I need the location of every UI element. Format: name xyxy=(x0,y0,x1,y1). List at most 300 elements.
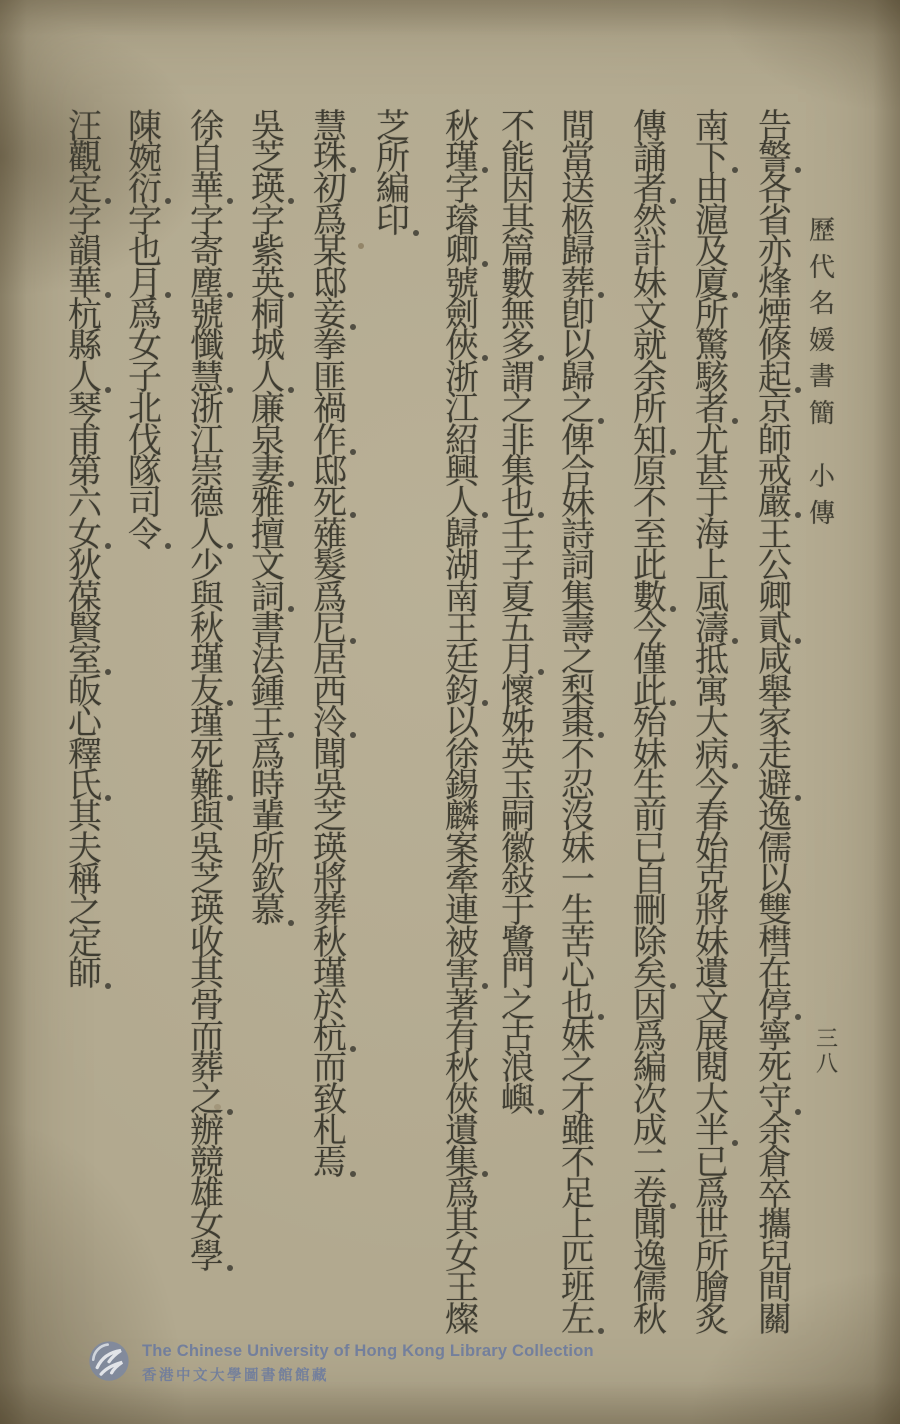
ideographic-stop xyxy=(288,292,294,298)
char: 觀 xyxy=(68,140,102,178)
ideographic-stop xyxy=(598,732,604,738)
ideographic-stop xyxy=(350,1046,356,1052)
ideographic-stop xyxy=(227,198,233,204)
text-column-col-8 xyxy=(310,108,350,1182)
ideographic-stop xyxy=(538,512,544,518)
char: 初 xyxy=(313,171,347,209)
char: 俠 xyxy=(445,1081,479,1119)
char: 非 xyxy=(501,422,535,460)
char: 于 xyxy=(501,893,535,931)
ideographic-stop xyxy=(288,732,294,738)
char: 廉 xyxy=(251,391,285,429)
char: 一 xyxy=(561,862,595,900)
char: 亦 xyxy=(758,234,792,272)
char: 妹 xyxy=(695,924,729,962)
char: 於 xyxy=(313,987,347,1025)
char: 甫 xyxy=(68,422,102,460)
char: 家 xyxy=(758,705,792,743)
ideographic-stop xyxy=(482,261,488,267)
char: 妹 xyxy=(561,485,595,523)
char: 葬 xyxy=(190,1050,224,1088)
char: 妹 xyxy=(561,1019,595,1057)
char: 倉 xyxy=(758,1144,792,1182)
ideographic-stop xyxy=(105,292,111,298)
text-column-col-9 xyxy=(248,108,288,931)
char: 葬 xyxy=(558,269,598,300)
text-column-col-2 xyxy=(692,108,732,1339)
char: 杭 xyxy=(68,297,102,335)
char: 葬 xyxy=(313,893,347,931)
char: 所 xyxy=(376,140,410,178)
char: 字 xyxy=(445,171,479,209)
char: 送 xyxy=(561,171,595,209)
char: 人 xyxy=(442,489,482,520)
char: 輩 xyxy=(251,799,285,837)
char: 卒 xyxy=(758,1175,792,1213)
char: 汪 xyxy=(68,108,102,146)
ideographic-stop xyxy=(350,732,356,738)
char: 死 xyxy=(758,1050,792,1088)
char: 江 xyxy=(190,422,224,460)
char: 文 xyxy=(695,987,729,1025)
char: 而 xyxy=(313,1050,347,1088)
char: 沒 xyxy=(561,799,595,837)
char: 爲 xyxy=(128,297,162,335)
char: 邸 xyxy=(313,265,347,303)
char: 下 xyxy=(692,143,732,174)
char: 牽 xyxy=(445,862,479,900)
char: 難 xyxy=(187,771,227,802)
char: 集 xyxy=(561,579,595,617)
char: 抵 xyxy=(695,642,729,680)
ideographic-stop xyxy=(732,167,738,173)
char: 吳 xyxy=(313,767,347,805)
char: 矣 xyxy=(630,960,670,991)
char: 著 xyxy=(445,987,479,1025)
char: 守 xyxy=(755,1085,795,1116)
char: 珠 xyxy=(310,143,350,174)
char: 雖 xyxy=(561,1113,595,1151)
char: 徽 xyxy=(501,830,535,868)
char: 號 xyxy=(445,265,479,303)
char: 崇 xyxy=(190,454,224,491)
char: 嗣 xyxy=(501,799,535,837)
char: 在 xyxy=(758,956,792,994)
ideographic-stop xyxy=(795,638,801,644)
char: 嚴 xyxy=(755,489,795,520)
char: 辦 xyxy=(190,1113,224,1151)
char: 浪 xyxy=(501,1050,535,1088)
char: 及 xyxy=(695,234,729,272)
char: 紹 xyxy=(445,422,479,460)
ideographic-stop xyxy=(482,355,488,361)
char: 葆 xyxy=(68,579,102,617)
char: 收 xyxy=(190,924,224,962)
char: 生 xyxy=(561,893,595,931)
char: 間 xyxy=(561,108,595,146)
ideographic-stop xyxy=(482,512,488,518)
char: 病 xyxy=(692,740,732,771)
text-column-col-4 xyxy=(558,108,598,1339)
char: 之 xyxy=(558,395,598,426)
char: 遺 xyxy=(445,1113,479,1151)
char: 之 xyxy=(187,1085,227,1116)
char: 徐 xyxy=(445,736,479,774)
char: 妻 xyxy=(248,457,288,488)
char: 字 xyxy=(128,202,162,240)
char: 知 xyxy=(630,426,670,457)
char: 閱 xyxy=(695,1050,729,1088)
char: 浙 xyxy=(190,391,224,429)
char: 之 xyxy=(561,642,595,680)
ideographic-stop xyxy=(482,983,488,989)
char: 少 xyxy=(190,548,224,586)
char: 瑛 xyxy=(248,175,288,206)
char: 廷 xyxy=(445,642,479,680)
ideographic-stop xyxy=(350,512,356,518)
cuhk-phoenix-logo-icon xyxy=(88,1340,130,1387)
char: 謂 xyxy=(501,359,535,397)
char: 月 xyxy=(125,269,165,300)
char: 狄 xyxy=(68,548,102,586)
char: 子 xyxy=(501,548,535,586)
ideographic-stop xyxy=(105,983,111,989)
char: 競 xyxy=(190,1144,224,1182)
char: 居 xyxy=(313,642,347,680)
ideographic-stop xyxy=(105,198,111,204)
char: 遺 xyxy=(695,956,729,994)
char: 華 xyxy=(187,175,227,206)
char: 劍 xyxy=(445,297,479,335)
char: 六 xyxy=(68,485,102,523)
ideographic-stop xyxy=(288,920,294,926)
char: 女 xyxy=(128,328,162,366)
char: 名 xyxy=(808,289,835,319)
char: 膾 xyxy=(695,1270,729,1308)
ideographic-stop xyxy=(350,1171,356,1177)
char: 芝 xyxy=(251,140,285,178)
ideographic-stop xyxy=(227,543,233,549)
ideographic-stop xyxy=(482,1171,488,1177)
char: 號 xyxy=(190,297,224,335)
text-column-col-6 xyxy=(442,108,482,1339)
char: 二 xyxy=(633,1144,667,1182)
char: 吳 xyxy=(190,830,224,868)
char: 骨 xyxy=(190,987,224,1025)
char: 計 xyxy=(633,234,667,272)
char: 璿 xyxy=(445,202,479,240)
char: 能 xyxy=(501,140,535,178)
char: 今 xyxy=(695,767,729,805)
char: 也 xyxy=(558,991,598,1022)
char: 各 xyxy=(758,171,792,209)
char: 定 xyxy=(65,175,105,206)
char: 婉 xyxy=(128,140,162,178)
char: 秋 xyxy=(190,610,224,648)
char: 卷 xyxy=(630,1179,670,1210)
ideographic-stop xyxy=(795,512,801,518)
ideographic-stop xyxy=(732,763,738,769)
char: 柩 xyxy=(561,202,595,240)
char: 嶼 xyxy=(498,1085,538,1116)
char: 鈞 xyxy=(442,677,482,708)
char: 由 xyxy=(695,171,729,209)
text-column-col-1 xyxy=(755,108,795,1339)
char: 此 xyxy=(633,548,667,586)
ideographic-stop xyxy=(165,292,171,298)
ideographic-stop xyxy=(413,230,419,236)
char: 以 xyxy=(561,328,595,366)
char: 心 xyxy=(68,705,102,743)
char: 案 xyxy=(445,830,479,868)
char: 之 xyxy=(68,893,102,931)
char: 北 xyxy=(128,391,162,429)
ideographic-stop xyxy=(795,387,801,393)
ideographic-stop xyxy=(288,481,294,487)
char: 駭 xyxy=(695,359,729,397)
char: 傳 xyxy=(808,498,835,528)
char: 心 xyxy=(561,956,595,994)
char: 隊 xyxy=(128,454,162,491)
library-watermark xyxy=(88,1340,594,1387)
char: 成 xyxy=(633,1113,667,1151)
char: 爲 xyxy=(695,1175,729,1213)
char: 咸 xyxy=(758,642,792,680)
char: 聞 xyxy=(313,736,347,774)
char: 有 xyxy=(445,1019,479,1057)
char: 人 xyxy=(187,520,227,551)
char: 媛 xyxy=(808,325,835,355)
char: 雅 xyxy=(251,485,285,523)
ideographic-stop xyxy=(227,387,233,393)
ideographic-stop xyxy=(795,795,801,801)
char: 甚 xyxy=(695,454,729,491)
char: 爲 xyxy=(313,202,347,240)
char: 王 xyxy=(758,516,792,554)
char: 司 xyxy=(128,485,162,523)
column-gap xyxy=(804,432,840,459)
ideographic-stop xyxy=(227,292,233,298)
char: 死 xyxy=(190,736,224,774)
char: 公 xyxy=(758,548,792,586)
ideographic-stop xyxy=(288,198,294,204)
char: 集 xyxy=(442,1148,482,1179)
char: 其 xyxy=(501,202,535,240)
char: 者 xyxy=(630,175,670,206)
char: 歸 xyxy=(561,359,595,397)
char: 賢 xyxy=(68,610,102,648)
char: 字 xyxy=(190,202,224,240)
char: 已 xyxy=(695,1144,729,1182)
char: 將 xyxy=(695,893,729,931)
char: 當 xyxy=(561,140,595,178)
char: 上 xyxy=(561,1207,595,1245)
char: 氏 xyxy=(65,771,105,802)
char: 夏 xyxy=(501,579,535,617)
char: 印 xyxy=(373,206,413,237)
char: 以 xyxy=(445,705,479,743)
char: 妹 xyxy=(561,830,595,868)
char: 令 xyxy=(125,520,165,551)
char: 詩 xyxy=(561,516,595,554)
char: 定 xyxy=(68,924,102,962)
char: 忍 xyxy=(561,767,595,805)
char: 余 xyxy=(633,359,667,397)
char: 芝 xyxy=(190,862,224,900)
char: 秋 xyxy=(313,924,347,962)
char: 以 xyxy=(758,862,792,900)
char: 室 xyxy=(65,646,105,677)
char: 英 xyxy=(501,736,535,774)
ideographic-stop xyxy=(795,167,801,173)
char: 伐 xyxy=(128,422,162,460)
paper-speck xyxy=(586,829,590,833)
char: 寧 xyxy=(758,1019,792,1057)
ideographic-stop xyxy=(732,292,738,298)
char: 多 xyxy=(498,332,538,363)
char: 就 xyxy=(633,328,667,366)
char: 人 xyxy=(65,363,105,394)
char: 所 xyxy=(251,830,285,868)
char: 炙 xyxy=(695,1301,729,1339)
char: 自 xyxy=(190,140,224,178)
char: 徐 xyxy=(190,108,224,146)
char: 上 xyxy=(695,548,729,586)
char: 梨 xyxy=(561,673,595,711)
char: 江 xyxy=(445,391,479,429)
char: 戒 xyxy=(758,454,792,491)
char: 避 xyxy=(755,771,795,802)
char: 半 xyxy=(692,1117,732,1148)
char: 因 xyxy=(501,171,535,209)
char: 浙 xyxy=(445,359,479,397)
ideographic-stop xyxy=(670,198,676,204)
char: 慧 xyxy=(187,363,227,394)
text-column-col-7 xyxy=(373,108,413,240)
char: 慕 xyxy=(248,897,288,928)
char: 俠 xyxy=(442,332,482,363)
char: 拳 xyxy=(313,328,347,366)
char: 敍 xyxy=(501,862,535,900)
ideographic-stop xyxy=(538,355,544,361)
char: 之 xyxy=(561,1050,595,1088)
char: 興 xyxy=(445,454,479,491)
char: 貳 xyxy=(755,614,795,645)
ideographic-stop xyxy=(350,167,356,173)
ideographic-stop xyxy=(670,449,676,455)
char: 女 xyxy=(65,520,105,551)
char: 師 xyxy=(65,960,105,991)
char: 桐 xyxy=(251,297,285,335)
char: 懺 xyxy=(190,328,224,366)
char: 不 xyxy=(561,1144,595,1182)
char: 文 xyxy=(251,548,285,586)
char: 邸 xyxy=(313,454,347,491)
char: 鍾 xyxy=(251,673,285,711)
char: 詞 xyxy=(561,548,595,586)
char: 瑾 xyxy=(190,705,224,743)
char: 風 xyxy=(695,579,729,617)
char: 瑛 xyxy=(313,830,347,868)
char: 玉 xyxy=(501,767,535,805)
char: 泠 xyxy=(310,708,350,739)
char: 不 xyxy=(633,485,667,523)
char: 秋 xyxy=(445,1050,479,1088)
ideographic-stop xyxy=(598,1014,604,1020)
char: 禍 xyxy=(313,391,347,429)
char: 夫 xyxy=(68,830,102,868)
char: 南 xyxy=(695,108,729,146)
char: 走 xyxy=(758,736,792,774)
char: 釋 xyxy=(68,736,102,774)
char: 前 xyxy=(633,799,667,837)
char: 王 xyxy=(445,610,479,648)
char: 所 xyxy=(695,297,729,335)
ideographic-stop xyxy=(732,418,738,424)
char: 英 xyxy=(248,269,288,300)
char: 王 xyxy=(445,1270,479,1308)
text-column-col-5 xyxy=(498,108,538,1119)
char: 者 xyxy=(692,395,732,426)
char: 皈 xyxy=(68,673,102,711)
char: 告 xyxy=(758,108,792,146)
char: 懷 xyxy=(501,673,535,711)
ideographic-stop xyxy=(227,1109,233,1115)
char: 數 xyxy=(501,265,535,303)
char: 爲 xyxy=(313,579,347,617)
char: 聞 xyxy=(633,1207,667,1245)
char: 刪 xyxy=(633,893,667,931)
char: 法 xyxy=(251,642,285,680)
char: 薙 xyxy=(313,516,347,554)
char: 滬 xyxy=(695,202,729,240)
char: 瑛 xyxy=(190,893,224,931)
char: 塵 xyxy=(187,269,227,300)
char: 瑾 xyxy=(442,143,482,174)
char: 大 xyxy=(695,1081,729,1119)
char: 師 xyxy=(758,422,792,460)
char: 烽 xyxy=(758,265,792,303)
char: 字 xyxy=(68,202,102,240)
char: 之 xyxy=(501,987,535,1025)
char: 煙 xyxy=(758,297,792,335)
char: 三 xyxy=(815,1025,838,1051)
char: 五 xyxy=(501,610,535,648)
char: 王 xyxy=(248,708,288,739)
char: 合 xyxy=(561,454,595,491)
char: 札 xyxy=(313,1113,347,1151)
char: 倏 xyxy=(758,328,792,366)
ideographic-stop xyxy=(105,543,111,549)
char: 編 xyxy=(633,1050,667,1088)
ideographic-stop xyxy=(538,669,544,675)
char: 始 xyxy=(695,830,729,868)
char: 余 xyxy=(758,1113,792,1151)
char: 京 xyxy=(758,391,792,429)
ideographic-stop xyxy=(482,167,488,173)
ideographic-stop xyxy=(795,1109,801,1115)
char: 南 xyxy=(445,579,479,617)
char: 被 xyxy=(445,924,479,962)
ideographic-stop xyxy=(227,795,233,801)
char: 吳 xyxy=(251,108,285,146)
char: 今 xyxy=(633,610,667,648)
char: 驚 xyxy=(695,328,729,366)
ideographic-stop xyxy=(732,1140,738,1146)
char: 友 xyxy=(187,677,227,708)
ideographic-stop xyxy=(598,292,604,298)
ideographic-stop xyxy=(538,1109,544,1115)
